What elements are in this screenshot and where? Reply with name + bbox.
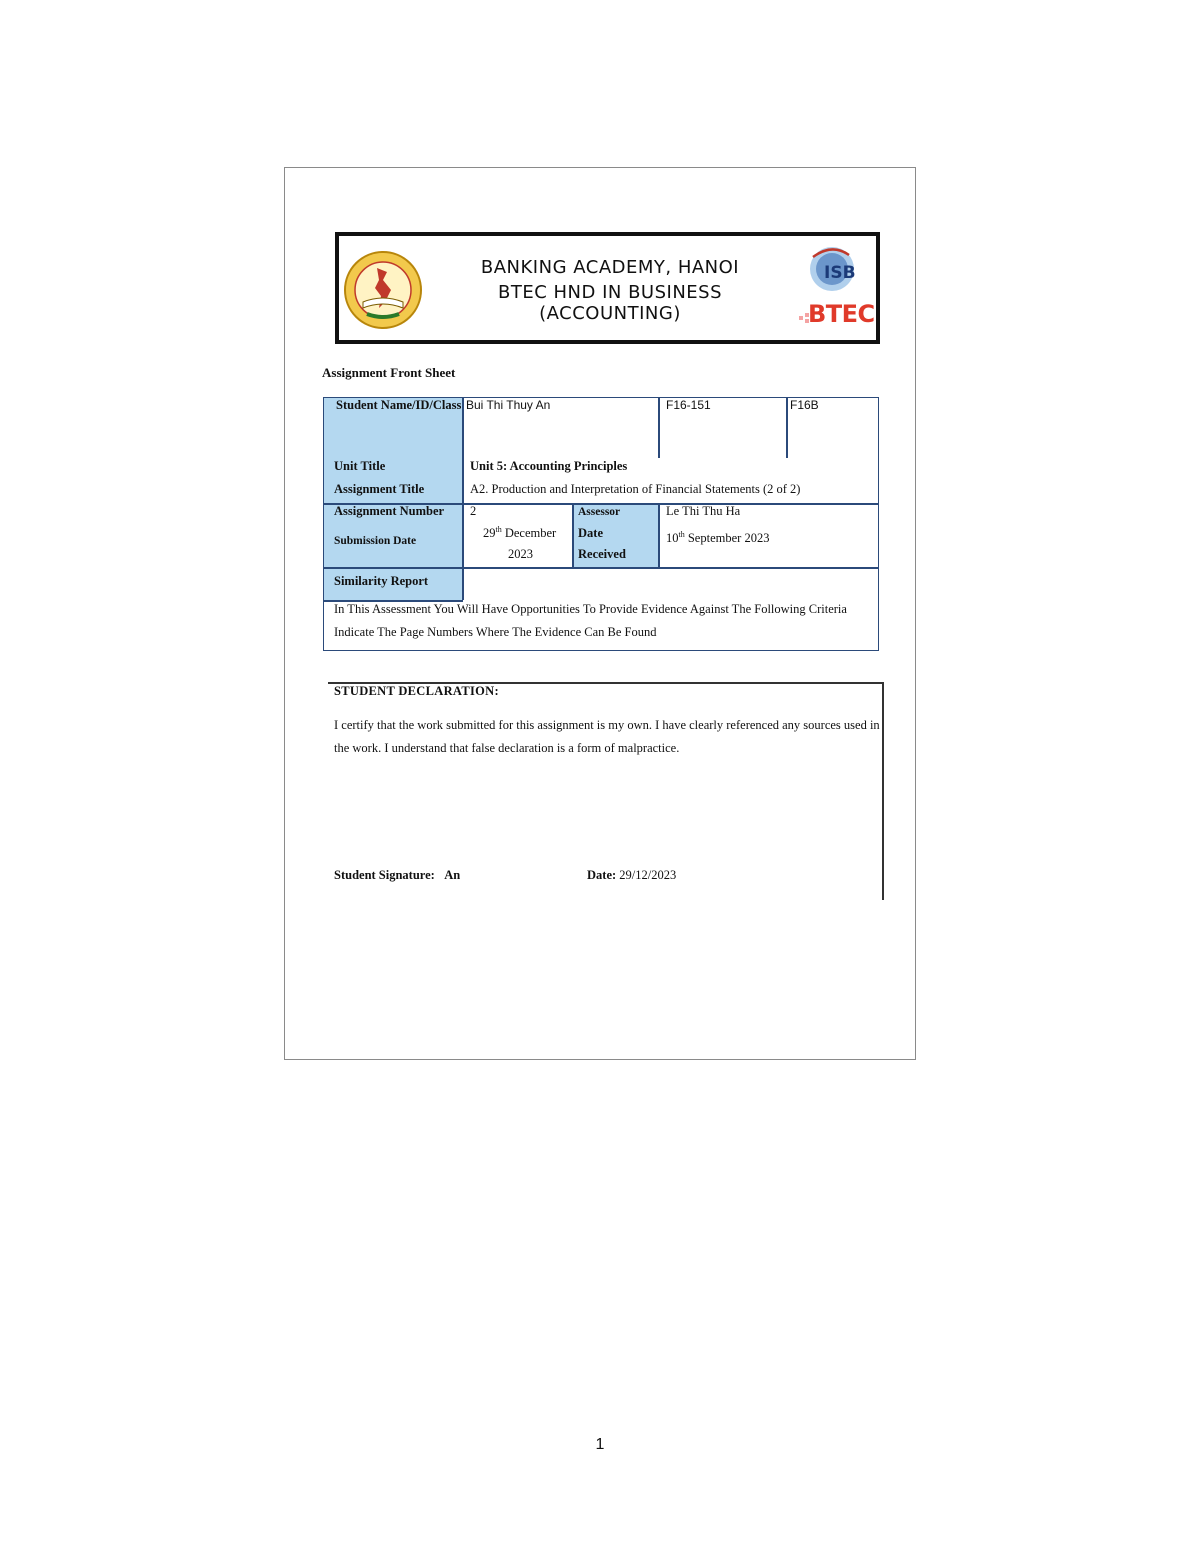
submission-day: 29 [483, 526, 496, 541]
isb-logo-text: ISB [824, 263, 856, 283]
unit-title-value: Unit 5: Accounting Principles [470, 459, 628, 473]
table-divider [658, 397, 660, 458]
student-name-value: Bui Thi Thuy An [466, 398, 551, 412]
received-rest: September 2023 [687, 531, 770, 546]
table-divider [658, 503, 660, 567]
page-number: 1 [595, 1436, 605, 1453]
student-signature [334, 868, 460, 883]
assignment-title-label: Assignment Title [334, 482, 425, 496]
received-day-suffix: th [678, 530, 685, 539]
assignment-number-label: Assignment Number [334, 504, 445, 518]
university-emblem-icon [343, 250, 423, 330]
similarity-report-label: Similarity Report [334, 574, 429, 588]
declaration-title: STUDENT DECLARATION: [334, 684, 499, 698]
declaration-text: I certify that the work submitted for this assignment is my own. I have clearly referenced any sources used in the work. I understand that false declaration is a form of malpractice. [334, 718, 880, 755]
submission-month: December [504, 526, 557, 541]
btec-logo-text: BTEC [808, 300, 875, 328]
student-name-label: Student Name/ID/Class [336, 398, 462, 412]
submission-year-value: 2023 [508, 547, 533, 561]
assessor-name-value: Le Thi Thu Ha [666, 504, 741, 518]
criteria-line-1: In This Assessment You Will Have Opportunities To Provide Evidence Against The Following Criteria [334, 602, 847, 616]
assignment-title-value: A2. Production and Interpretation of Financial Statements (2 of 2) [470, 482, 801, 496]
date-value: 29/12/2023 [619, 868, 677, 882]
signature-label: Student Signature: [334, 868, 435, 882]
submission-date-value [483, 525, 556, 541]
received-day: 10 [666, 531, 679, 546]
criteria-line-2: Indicate The Page Numbers Where The Evidence Can Be Found [334, 625, 657, 639]
table-divider [786, 397, 788, 458]
assessor-label: Assessor [578, 506, 621, 518]
unit-title-label: Unit Title [334, 459, 386, 473]
front-sheet-title: Assignment Front Sheet [322, 365, 456, 380]
received-label: Received [578, 547, 626, 561]
declaration-date [587, 868, 676, 883]
date-label-text: Date: [587, 868, 617, 882]
date-label: Date [578, 526, 603, 540]
student-id-value: F16-151 [666, 398, 711, 412]
submission-day-suffix: th [495, 525, 502, 534]
table-divider [323, 567, 879, 569]
student-class-value: F16B [790, 398, 819, 412]
banner-line-1: BANKING ACADEMY, HANOI [480, 257, 740, 278]
declaration-border-right [882, 682, 884, 900]
table-divider [572, 503, 574, 567]
banner-line-2: BTEC HND IN BUSINESS (ACCOUNTING) [497, 282, 723, 324]
date-received-value [666, 530, 769, 546]
assignment-number-value: 2 [470, 504, 477, 518]
table-divider [462, 397, 464, 600]
submission-date-label: Submission Date [334, 535, 417, 547]
signature-value: An [444, 868, 461, 882]
